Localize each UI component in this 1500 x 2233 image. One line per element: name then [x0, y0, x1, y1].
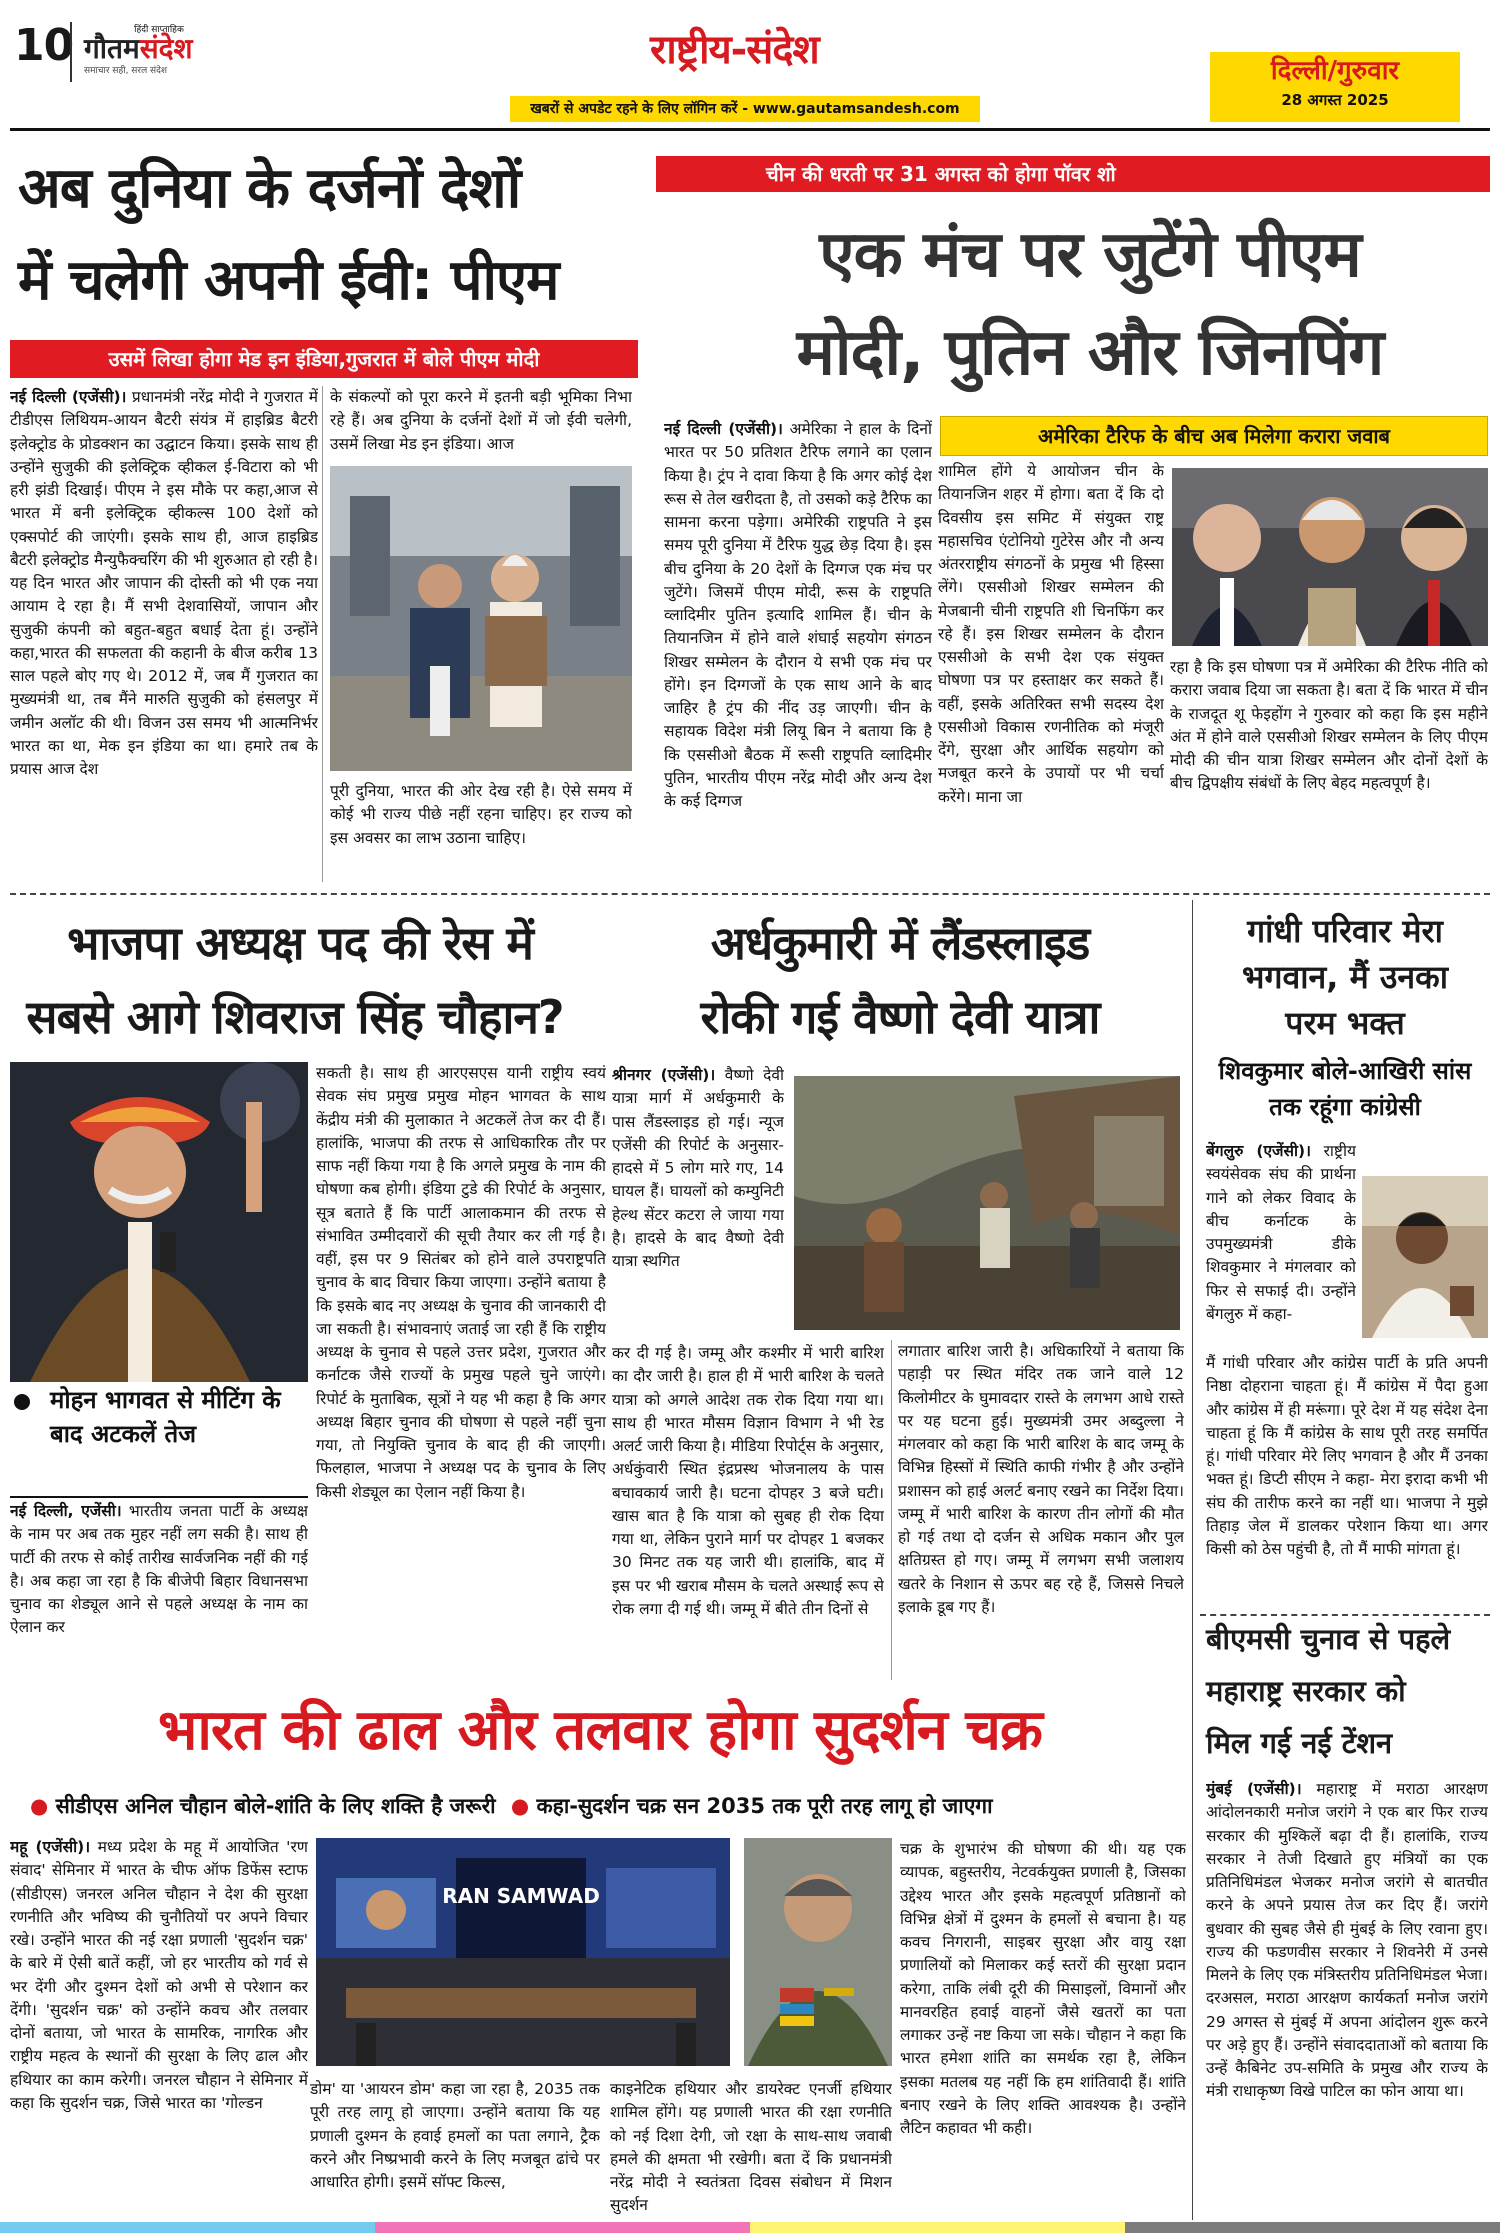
sco-subhead-text: अमेरिका टैरिफ के बीच अब मिलेगा करारा जवाब [1038, 424, 1390, 448]
sco-leaders-photo [1172, 468, 1488, 646]
ev-photo [330, 466, 632, 771]
sudarshan-column-1 [10, 1836, 308, 2220]
vaishno-body-1: वैष्णो देवी यात्रा मार्ग में अर्धकुमारी के पास लैंडस्लाइड हो गई। न्यूज एजेंसी की रिपोर्ट के अनुसार- हादसे में 5 लोग मारे गए, 14 घायल हैं। घायलों को कम्युनिटी हेल्थ सेंटर कटरा ले जाया गया है। हादसे के बाद वैष्णो देवी यात्रा स्थगित [612, 1066, 784, 1270]
logo [84, 22, 274, 76]
bullet-dot-2: ● [510, 1794, 530, 1818]
bjp-side-rule [10, 1496, 308, 1498]
sudarshan-dateline: महू (एजेंसी)। [10, 1838, 91, 1856]
bmc-headline-2: महाराष्ट्र सरकार को [1206, 1674, 1406, 1708]
vaishno-column-2: लगातार बारिश जारी है। अधिकारियों ने बताया कि पहाड़ी पर स्थित मंदिर तक जाने वाले 12 किलोमीटर के घुमावदार रास्ते के लगभग आधे रास्ते पर यह घटना हुई। मुख्यमंत्री उमर अब्दुल्ला ने मंगलवार को कहा कि भारी बारिश के बाद जम्मू के विभिन्न हिस्सों में स्थिति काफी गंभीर है और उन्होंने प्रशासन को हाई अलर्ट बनाए रखने का निर्देश दिया। जम्मू में भारी बारिश के कारण तीन लोगों की मौत हो गई तथा दो दर्जन से अधिक मकान और पुल क्षतिग्रस्त हो गए। जम्मू में लगभग सभी जलाशय खतरे के निशान से ऊपर बह रहे हैं, जिससे निचले इलाके डूब गए हैं। [898, 1342, 1184, 1616]
ev-body-1: प्रधानमंत्री नरेंद्र मोदी ने गुजरात में टीडीएस लिथियम-आयन बैटरी संयंत्र में हाइब्रिड बैटरी इलेक्ट्रोड के प्रोडक्शन का उद्घाटन किया। इसके साथ ही उन्होंने सुजुकी की इलेक्ट्रिक व्हीकल ई-विटारा को भी हरी झंडी दिखाई। पीएम ने इस मौके पर कहा,आज से भारत में बनी इलेक्ट्रिक व्हीकल्स 100 देशों को एक्सपोर्ट की जाएंगी। इसके साथ ही, आज हाइब्रिड बैटरी इलेक्ट्रोड मैन्युफैक्चरिंग की भी शुरुआत हो रही है। यह दिन भारत और जापान की दोस्ती को भी एक नया आयाम दे रहा है। मैं सभी देशवासियों, जापान और सुजुकी कंपनी को बहुत-बहुत बधाई देता हूं। उन्होंने कहा,भारत की सफलता की कहानी के बीज करीब 13 साल पहले बोए गए थे। 2012 में, जब मैं गुजरात का मुख्यमंत्री था, तब मैंने मारुति सुजुकी को हंसलपुर में जमीन अलॉट की थी। विजन उस समय भी आत्मनिर्भर भारत का था, मेक इन इंडिया का था। हमारे तब के प्रयास आज देश [10, 388, 318, 778]
bmc-divider [1200, 1614, 1490, 1616]
ev-column-2-top: के संकल्पों को पूरा करने में इतनी बड़ी भूमिका निभा रहे हैं। अब दुनिया के दर्जनों देशों में जो ईवी चलेगी, उसमें लिखा मेड इन इंडिया। आज [330, 388, 632, 453]
sudarshan-seminar-photo [316, 1838, 730, 2066]
gandhi-subhead-2: तक रहूंगा कांग्रेसी [1269, 1093, 1421, 1121]
bjp-dateline: नई दिल्ली, एजेंसी। [10, 1502, 122, 1520]
promo-bar[interactable] [510, 96, 980, 122]
logo-tagline: समाचार सही, सरल संदेश [84, 66, 168, 76]
bjp-column-1 [10, 1500, 308, 1680]
bjp-headline-1: भाजपा अध्यक्ष पद की रेस में [67, 916, 533, 970]
bjp-side-head: मोहन भागवत से मीटिंग के बाद अटकलें तेज [50, 1386, 281, 1448]
bmc-dateline: मुंबई (एजेंसी)। [1206, 1780, 1302, 1798]
sco-column-2: शामिल होंगे ये आयोजन चीन के तियानजिन शहर में होगा। बता दें कि दो दिवसीय इस समिट में संयुक्त राष्ट्र महासचिव एंटोनियो गुटेरेस और नौ अन्य अंतरराष्ट्रीय संगठनों के प्रमुख भी हिस्सा लेंगे। एससीओ शिखर सम्मेलन की मेजबानी चीनी राष्ट्रपति शी चिनफिंग कर रहे हैं। इस शिखर सम्मेलन के दौरान एससीओ के सभी देश एक संयुक्त घोषणा पत्र पर हस्ताक्षर कर सकते हैं। वहीं, इसके अतिरिक्त सभी सदस्य देश एससीओ विकास रणनीतिक को मंजूरी देंगे, सुरक्षा और आर्थिक सहयोग को मजबूत करने के उपायों पर भी चर्चा करेंगे। माना जा [938, 462, 1164, 806]
bmc-body: महाराष्ट्र में मराठा आरक्षण आंदोलनकारी मनोज जरांगे ने एक बार फिर राज्य सरकार की मुश्किलें बढ़ा दी हैं। हालांकि, राज्य सरकार ने तेजी दिखाते हुए मंत्रियों का एक प्रतिनिधिमंडल भेजकर मनोज जरांगे से बातचीत करने के अपने प्रयास तेज कर दिए हैं। जरांगे बुधवार की सुबह जैसे ही मुंबई के लिए रवाना हुए। राज्य की फडणवीस सरकार ने शिवनेरी में उनसे मिलने के लिए एक मंत्रिस्तरीय प्रतिनिधिमंडल भेजा। दरअसल, मराठा आरक्षण कार्यकर्ता मनोज जरांगे 29 अगस्त से मुंबई में अपना आंदोलन शुरू करने पर अड़े हुए हैं। उन्होंने संवाददाताओं को बताया कि उन्हें कैबिनेट उप-समिति के प्रमुख और राज्य के मंत्री राधाकृष्ण विखे पाटिल का फोन आया था। [1206, 1780, 1488, 2101]
sudarshan-column-3: काइनेटिक हथियार और डायरेक्ट एनर्जी हथियार शामिल होंगे। यह प्रणाली भारत की रक्षा रणनीति को नई दिशा देगी, जो रक्षा के साथ-साथ जवाबी हमले की क्षमता भी रखेगी। बता दें कि प्रधानमंत्री नरेंद्र मोदी ने स्वतंत्रता दिवस संबोधन में मिशन सुदर्शन [610, 2080, 892, 2215]
bjp-body-1: भारतीय जनता पार्टी के अध्यक्ष के नाम पर अब तक मुहर नहीं लग सकी है। साथ ही पार्टी की तरफ से कोई तारीख सार्वजनिक नहीं की गई है। अब कहा जा रहा है कि बीजेपी बिहार विधानसभा चुनाव का शेड्यूल आने से पहले अध्यक्ष के नाम का ऐलान कर [10, 1502, 308, 1637]
ev-column-1 [10, 386, 318, 886]
sudarshan-bullets [30, 1792, 1190, 1826]
gandhi-column-bottom: मैं गांधी परिवार और कांग्रेस पार्टी के प्रति अपनी निष्ठा दोहराना चाहता हूं। मैं कांग्रेस में पैदा हुआ और कांग्रेस में ही मरूंगा। पूरे देश में यह संदेश देना चाहता हूं कि मैं कांग्रेस के साथ पूरी तरह समर्पित हूं। गांधी परिवार मेरे लिए भगवान है और मैं उनका भक्त हूं। डिप्टी सीएम ने कहा- मेरा इरादा कभी भी संघ की तारीफ करने का नहीं था। भाजपा ने मुझे तिहाड़ जेल में डालकर परेशान किया था। अगर किसी को ठेस पहुंची है, तो मैं माफी मांगता हूं। [1206, 1354, 1488, 1558]
gandhi-headline-2: भगवान, मैं उनका [1241, 958, 1449, 996]
sco-column-1 [664, 418, 932, 886]
sco-headline-2: मोदी, पुतिन और जिनपिंग [796, 316, 1384, 390]
masthead-rule [10, 128, 1490, 131]
ev-dateline: नई दिल्ली (एजेंसी)। [10, 388, 127, 406]
gandhi-headline-3: परम भक्त [1285, 1004, 1405, 1042]
logo-part-a: गौतम [84, 32, 140, 65]
vaishno-column-1-bottom: कर दी गई है। जम्मू और कश्मीर में भारी बारिश का दौर जारी है। हाल ही में भारी बारिश के चलते यात्रा को अगले आदेश तक रोक दिया गया था। साथ ही भारत मौसम विज्ञान विभाग ने भी रेड अलर्ट जारी किया है। मीडिया रिपोर्ट्स के अनुसार, अर्धकुंवारी स्थित इंद्रप्रस्थ भोजनालय के पास बचावकार्य जारी है। घटना दोपहर 3 बजे घटी। खास बात है कि यात्रा को सुबह ही रोक दिया गया था, लेकिन पुराने मार्ग पर दोपहर 1 बजकर 30 मिनट तक यह जारी थी। हालांकि, बाद में इस पर भी खराब मौसम के चलते अस्थाई रूप से रोक लगा दी गई थी। जम्मू में बीते तीन दिनों से [612, 1344, 884, 1618]
bmc-headline-1: बीएमसी चुनाव से पहले [1206, 1622, 1451, 1656]
sudarshan-column-4: चक्र के शुभारंभ की घोषणा की थी। यह एक व्यापक, बहुस्तरीय, नेटवर्कयुक्त प्रणाली है, जिसका उद्देश्य भारत और इसके महत्वपूर्ण प्रतिष्ठानों को विभिन्न क्षेत्रों में दुश्मन के हमलों से बचाना है। यह कवच निगरानी, साइबर सुरक्षा और वायु रक्षा प्रणालियों को मिलाकर कई स्तरों की सुरक्षा प्रदान करेगा, ताकि लंबी दूरी की मिसाइलों, विमानों और मानवरहित हवाई वाहनों जैसे खतरों का पता लगाकर उन्हें नष्ट किया जा सके। चौहान ने कहा कि भारत हमेशा शांति का समर्थक रहा है, लेकिन इसका मतलब यह नहीं कि हम शांतिवादी हैं। शांति बनाए रखने के लिए शक्ति आवश्यक है। उन्होंने लैटिन कहावत भी कही। [900, 1840, 1186, 2137]
ev-column-2-bottom: पूरी दुनिया, भारत की ओर देख रही है। ऐसे समय में कोई भी राज्य पीछे नहीं रहना चाहिए। हर राज्य को इस अवसर का लाभ उठाना चाहिए। [330, 782, 632, 847]
ev-subhead: उसमें लिखा होगा मेड इन इंडिया,गुजरात में बोले पीएम मोदी [10, 340, 638, 378]
gandhi-body-1: राष्ट्रीय स्वयंसेवक संघ की प्रार्थना गाने को लेकर विवाद के बीच कर्नाटक के उपमुख्यमंत्री डीके शिवकुमार ने मंगलवार को फिर से सफाई दी। उन्होंने बेंगलुरु में कहा- [1206, 1142, 1356, 1323]
section-title: राष्ट्रीय-संदेश [650, 27, 819, 73]
vaishno-dateline: श्रीनगर (एजेंसी)। [612, 1066, 716, 1084]
logo-kicker: हिंदी साप्ताहिक [134, 25, 184, 35]
sudarshan-column-2: डोम' या 'आयरन डोम' कहा जा रहा है, 2035 तक पूरी तरह लागू हो जाएगा। उन्होंने बताया कि यह प्रणाली दुश्मन के हवाई हमलों का पता लगाने, ट्रैक करने और निष्प्रभावी करने के लिए मजबूत ढांचे पर आधारित होगी। इसमें सॉफ्ट किल्स, [310, 2080, 600, 2191]
footer-color-bar [0, 2222, 1500, 2233]
issue-date: 28 अगस्त 2025 [1281, 91, 1389, 109]
gandhi-dateline: बेंगलुरु (एजेंसी)। [1206, 1142, 1311, 1160]
bjp-shivraj-photo [10, 1062, 308, 1382]
ev-column-rule [322, 386, 323, 882]
gandhi-shivakumar-photo [1362, 1176, 1488, 1338]
sudarshan-bullet-1: सीडीएस अनिल चौहान बोले-शांति के लिए शक्ति है जरूरी [55, 1794, 496, 1818]
city-day: दिल्ली/गुरुवार [1270, 56, 1400, 86]
sco-headline-1: एक मंच पर जुटेंगे पीएम [819, 218, 1361, 292]
logo-part-b: संदेश [139, 32, 193, 65]
right-column-rule [1192, 900, 1193, 2220]
bmc-headline-3: मिल गई नई टेंशन [1206, 1726, 1393, 1760]
sco-dateline: नई दिल्ली (एजेंसी)। [664, 420, 783, 438]
sco-column-3: रहा है कि इस घोषणा पत्र में अमेरिका की टैरिफ नीति को करारा जवाब दिया जा सकता है। बता दें कि भारत में चीन के राजदूत शू फेइहोंग ने गुरुवार को कहा कि इस महीने अंत में होने वाले एससीओ शिखर सम्मेलन के लिए पीएम मोदी की चीन यात्रा शिखर सम्मेलन और दोनों देशों के बीच द्विपक्षीय संबंधों के लिए बेहद महत्वपूर्ण है। [1170, 658, 1488, 793]
sco-body-1: अमेरिका ने हाल के दिनों भारत पर 50 प्रतिशत टैरिफ लगाने का एलान किया है। ट्रंप ने दावा किया है कि अगर कोई देश रूस से तेल खरीदता है, तो उसको कड़े टैरिफ का सामना करना पड़ेगा। अमेरिकी राष्ट्रपति ने इस समय पूरी दुनिया में टैरिफ युद्ध छेड़ दिया है। इस बीच दुनिया के 20 देशों के दिग्गज एक मंच पर जुटेंगे। जिसमें पीएम मोदी, रूस के राष्ट्रपति व्लादिमीर पुतिन इत्यादि शामिल हैं। चीन के तियानजिन में होने वाले शंघाई सहयोग संगठन शिखर सम्मेलन के दौरान ये सभी एक मंच पर होंगे। इन दिग्गजों के एक साथ आने के बाद जाहिर है ट्रंप की नींद उड़ जाएगी। चीन के सहायक विदेश मंत्री लियू बिन ने बताया कि है कि एससीओ बैठक में रूसी राष्ट्रपति व्लादिमीर पुतिन, भारतीय पीएम नरेंद्र मोदी और अन्य देश के कई दिग्गज [664, 420, 932, 810]
vaishno-headline-1: अर्धकुमारी में लैंडस्लाइड [710, 916, 1090, 970]
bmc-column [1206, 1778, 1488, 2218]
vaishno-landslide-photo [794, 1076, 1180, 1330]
bjp-side-bullet [14, 1394, 30, 1410]
date-box [1210, 52, 1460, 122]
section-divider [10, 893, 1490, 895]
gandhi-column-top [1206, 1140, 1356, 1354]
sudarshan-headline: भारत की ढाल और तलवार होगा सुदर्शन चक्र [158, 1698, 1042, 1763]
vaishno-headline-2: रोकी गई वैष्णो देवी यात्रा [700, 990, 1100, 1044]
gandhi-subhead-1: शिवकुमार बोले-आखिरी सांस [1218, 1057, 1472, 1085]
sudarshan-cds-photo [744, 1838, 892, 2066]
ev-headline-2: में चलेगी अपनी ईवी: पीएम [18, 248, 559, 313]
sudarshan-body-1: मध्य प्रदेश के महू में आयोजित 'रण संवाद' सेमिनार में भारत के चीफ ऑफ डिफेंस स्टाफ (सीडीएस) जनरल अनिल चौहान ने देश की सुरक्षा रणनीति और भविष्य की चुनौतियों पर अपने विचार रखे। उन्होंने भारत की नई रक्षा प्रणाली 'सुदर्शन चक्र' के बारे में ऐसी बातें कहीं, जो हर भारतीय को गर्व से भर देंगी और दुश्मन देशों को अभी से परेशान कर देंगी। 'सुदर्शन चक्र' को उन्होंने कवच और तलवार दोनों बताया, जो भारत के सामरिक, नागरिक और राष्ट्रीय महत्व के स्थानों की सुरक्षा के लिए ढाल और हथियार का काम करेगी। जनरल चौहान ने सेमिनार में कहा कि सुदर्शन चक्र, जिसे भारत का 'गोल्डन [10, 1838, 308, 2112]
sco-subhead [940, 416, 1488, 456]
gandhi-headline-1: गांधी परिवार मेरा [1247, 912, 1443, 950]
stage-screen-text: RAN SAMWAD [442, 1884, 600, 1908]
vaishno-column-rule [891, 1340, 892, 1680]
bjp-column-2: सकती है। साथ ही आरएसएस यानी राष्ट्रीय स्वयं सेवक संघ प्रमुख प्रमुख मोहन भागवत के साथ केंद्रीय मंत्री की मुलाकात ने अटकलें तेज कर दी हैं। हालांकि, भाजपा की तरफ से आधिकारिक तौर पर साफ नहीं किया गया है कि अगले प्रमुख के नाम की घोषणा कब होगी। इंडिया टुडे की रिपोर्ट के अनुसार, सूत्र बताते हैं कि पार्टी आलाकमान की तरफ से संभावित उम्मीदवारों की सूची तैयार कर ली गई है। वहीं, इस पर 9 सितंबर को होने वाले उपराष्ट्रपति चुनाव के बाद विचार किया जाएगा। उन्होंने बताया है कि इसके बाद नए अध्यक्ष के चुनाव की जानकारी दी जा सकती है। संभावनाएं जताई जा रही हैं कि राष्ट्रीय अध्यक्ष के चुनाव से पहले उत्तर प्रदेश, गुजरात और कर्नाटक जैसे राज्यों के प्रमुख पहले चुने जाएंगे। रिपोर्ट के मुताबिक, सूत्रों ने यह भी कहा है कि अगर अध्यक्ष बिहार चुनाव की घोषणा से पहले नहीं चुना गया, तो नियुक्ति चुनाव के बाद ही की जाएगी। फिलहाल, भाजपा ने अध्यक्ष पद के चुनाव के लिए किसी शेड्यूल का ऐलान नहीं किया है। [316, 1064, 606, 1501]
promo-text[interactable]: खबरों से अपडेट रहने के लिए लॉगिन करें - www.gautamsandesh.com [530, 101, 960, 117]
bullet-dot-1: ● [30, 1794, 49, 1818]
page-number: 10 [14, 20, 74, 71]
bjp-headline-2: सबसे आगे शिवराज सिंह चौहान? [26, 990, 564, 1044]
ev-headline-1: अब दुनिया के दर्जनों देशों [18, 156, 521, 221]
sco-kicker: चीन की धरती पर 31 अगस्त को होगा पॉवर शो [656, 156, 1490, 192]
vaishno-column-1-top [612, 1064, 784, 1342]
sudarshan-bullet-2: कहा-सुदर्शन चक्र सन 2035 तक पूरी तरह लागू हो जाएगा [536, 1794, 993, 1818]
